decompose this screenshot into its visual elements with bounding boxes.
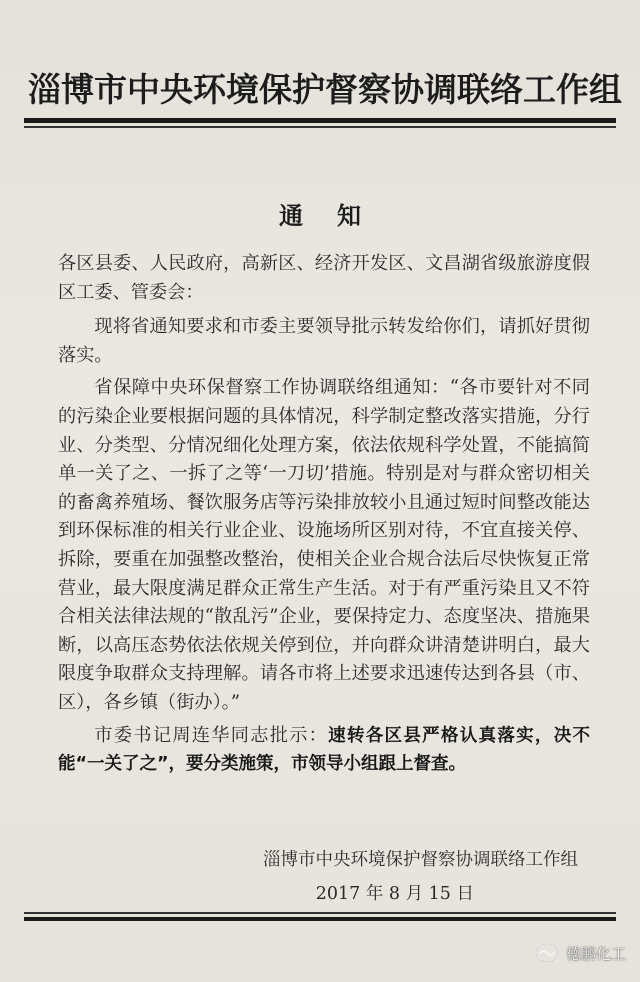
footer-rule-thick [24, 917, 616, 921]
instruction-body: 速转各区县严格认真落实，决不能“一关了之”，要分类施策，市领导小组跟上督查。 [58, 725, 590, 775]
watermark-text: 德鹏化工 [565, 944, 626, 963]
letterhead-title: 淄博市中央环境保护督察协调联络工作组 [28, 70, 622, 109]
wechat-official-account-icon [534, 942, 560, 964]
paragraph-secretary-instruction [58, 722, 590, 779]
signature-date: 2017 年 8 月 15 日 [315, 884, 474, 904]
letterhead-rule-thick [24, 118, 616, 123]
account-watermark [534, 942, 626, 964]
signature-org: 淄博市中央环境保护督察协调联络工作组 [263, 850, 578, 870]
instruction-lead: 市委书记周连华同志批示： [94, 724, 329, 746]
salutation: 各区县委、人民政府，高新区、经济开发区、文昌湖省级旅游度假区工委、管委会： [58, 253, 590, 303]
footer-rule-thin [24, 912, 616, 914]
paragraph-forward-notice: 现将省通知要求和市委主要领导批示转发给你们，请抓好贯彻落实。 [58, 316, 590, 366]
paragraph-provincial-notice: 省保障中央环保督察工作协调联络组通知：“各市要针对不同的污染企业要根据问题的具体情况，科学制定整改落实措施，分行业、分类型、分情况细化处理方案，依法依规科学处置，不能搞简单一关了之、一拆了之等‘一刀切’措施。特别是对与群众密切相关的畜禽养殖场、餐饮服务店等污染排放较小且通过短时间整改能达到环保标准的相关行业企业、设施场所区别对待，不宜直接关停、拆除，要重在加强整改整治，使相关企业合规合法后尽快恢复正常营业，最大限度满足群众正常生产生活。对于有严重污染且又不符合相关法律法规的“散乱污”企业，要保持定力、态度坚决、措施果断，以高压态势依法依规关停到位，并向群众讲清楚讲明白，最大限度争取群众支持理解。请各市将上述要求迅速传达到各县（市、区），各乡镇（街办）。” [58, 377, 590, 713]
document-body [58, 250, 590, 779]
document-title: 通知 [279, 201, 395, 230]
letterhead-rule-thin [24, 126, 616, 128]
